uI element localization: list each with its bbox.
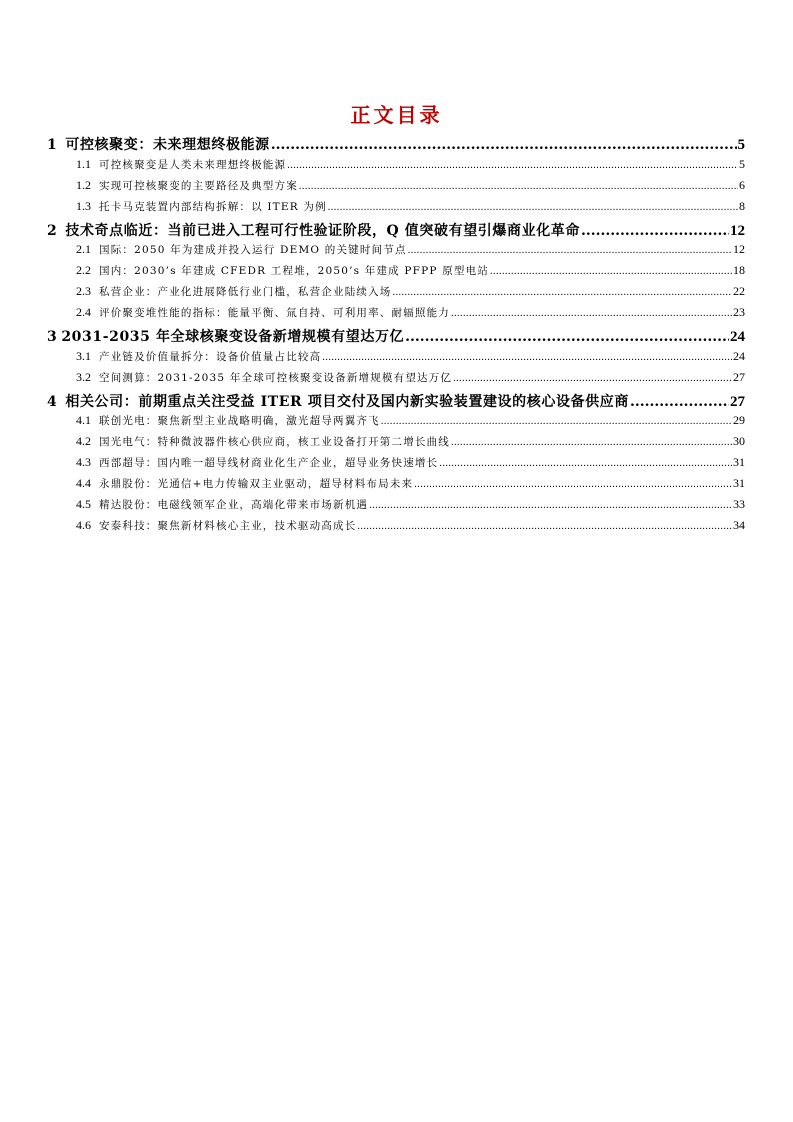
toc-page-number: 6 (739, 177, 745, 192)
toc-page-number: 22 (733, 284, 745, 298)
toc-entry-3[interactable] (47, 326, 745, 349)
toc-entry-label: 4.3 西部超导：国内唯一超导线材商业化生产企业，超导业务快速增长 (76, 455, 439, 469)
toc-entry-3-1[interactable] (47, 349, 745, 370)
toc-page-number: 5 (739, 156, 745, 171)
toc-entry-label: 3.2 空间测算：2031-2035 年全球可控核聚变设备新增规模有望达万亿 (76, 369, 453, 384)
toc-entry-2-4[interactable] (47, 305, 745, 326)
toc-entry-4-1[interactable] (47, 413, 745, 434)
toc-entry-label: 1 可控核聚变：未来理想终极能源 (47, 137, 270, 153)
dot-leader (369, 499, 732, 511)
toc-entry-label: 2.1 国际：2050 年为建成并投入运行 DEMO 的关键时间节点 (76, 242, 407, 256)
toc-page-number: 23 (733, 305, 745, 319)
toc-page-number: 12 (730, 222, 745, 239)
toc-entry-4-4[interactable] (47, 476, 745, 497)
toc-entry-4-5[interactable] (47, 497, 745, 518)
toc-entry-label: 4.4 永鼎股份：光通信+电力传输双主业驱动，超导材料布局未来 (76, 476, 414, 490)
dot-leader (381, 415, 732, 427)
toc-entry-2[interactable] (47, 220, 745, 243)
dot-leader (490, 265, 732, 277)
table-of-contents (47, 134, 745, 539)
toc-page-number: 29 (733, 413, 745, 427)
dot-leader (451, 436, 732, 448)
toc-title: 正文目录 (350, 103, 443, 127)
toc-entry-label: 1.3 托卡马克装置内部结构拆解：以 ITER 为例 (76, 198, 327, 213)
toc-page-number: 18 (733, 263, 745, 277)
dot-leader (451, 307, 732, 319)
dot-leader (453, 372, 732, 384)
toc-page-number: 27 (730, 393, 745, 410)
toc-entry-4[interactable] (47, 391, 745, 414)
toc-entry-1-3[interactable] (47, 199, 745, 220)
toc-page-number: 27 (733, 369, 745, 384)
toc-page-number: 8 (739, 198, 745, 213)
toc-entry-4-6[interactable] (47, 518, 745, 539)
toc-entry-label: 3.1 产业链及价值量拆分：设备价值量占比较高 (76, 348, 322, 363)
toc-entry-2-2[interactable] (47, 263, 745, 284)
dot-leader (405, 329, 729, 345)
toc-entry-1[interactable] (47, 134, 745, 157)
toc-entry-2-3[interactable] (47, 284, 745, 305)
dot-leader (287, 159, 738, 171)
dot-leader (328, 201, 738, 213)
toc-page-number: 31 (733, 455, 745, 469)
toc-page-number: 24 (733, 348, 745, 363)
dot-leader (322, 351, 732, 363)
toc-entry-3-2[interactable] (47, 370, 745, 391)
toc-entry-label: 4.6 安泰科技：聚焦新材料核心主业，技术驱动高成长 (76, 518, 357, 532)
toc-entry-4-2[interactable] (47, 434, 745, 455)
toc-page-number: 33 (733, 497, 745, 511)
toc-entry-label: 4.2 国光电气：特种微波器件核心供应商，核工业设备打开第二增长曲线 (76, 434, 450, 448)
toc-entry-1-1[interactable] (47, 157, 745, 178)
toc-entry-label: 4.1 联创光电：聚焦新型主业战略明确，激光超导两翼齐飞 (76, 413, 380, 427)
dot-leader (357, 520, 732, 532)
dot-leader (393, 286, 733, 298)
toc-entry-label: 1.2 实现可控核聚变的主要路径及典型方案 (76, 177, 298, 192)
toc-entry-1-2[interactable] (47, 178, 745, 199)
dot-leader (299, 180, 738, 192)
dot-leader (439, 457, 732, 469)
toc-entry-label: 2.3 私营企业：产业化进展降低行业门槛，私营企业陆续入场 (76, 284, 392, 298)
toc-entry-label: 2 技术奇点临近：当前已进入工程可行性验证阶段，Q 值突破有望引爆商业化革命 (47, 222, 581, 239)
dot-leader (630, 394, 729, 410)
dot-leader (414, 478, 732, 490)
toc-entry-2-1[interactable] (47, 242, 745, 263)
toc-page-number: 5 (737, 137, 745, 153)
toc-entry-label: 2.4 评价聚变堆性能的指标：能量平衡、氚自持、可利用率、耐辐照能力 (76, 305, 450, 319)
toc-page-number: 30 (733, 434, 745, 448)
toc-page-number: 12 (733, 242, 745, 256)
dot-leader (271, 137, 737, 153)
toc-entry-label: 4.5 精达股份：电磁线领军企业，高端化带来市场新机遇 (76, 497, 369, 511)
toc-page-number: 24 (730, 329, 745, 345)
toc-page-number: 31 (733, 476, 745, 490)
toc-entry-4-3[interactable] (47, 455, 745, 476)
toc-entry-label: 2.2 国内：2030’s 年建成 CFEDR 工程堆，2050’s 年建成 PFPP 原型电站 (76, 263, 490, 277)
toc-entry-label: 3 2031-2035 年全球核聚变设备新增规模有望达万亿 (47, 329, 405, 345)
toc-entry-label: 1.1 可控核聚变是人类未来理想终极能源 (76, 156, 287, 171)
toc-entry-label: 4 相关公司：前期重点关注受益 ITER 项目交付及国内新实验装置建设的核心设备供应商 (47, 393, 629, 410)
dot-leader (581, 223, 729, 239)
toc-page-number: 34 (733, 518, 745, 532)
dot-leader (408, 244, 732, 256)
